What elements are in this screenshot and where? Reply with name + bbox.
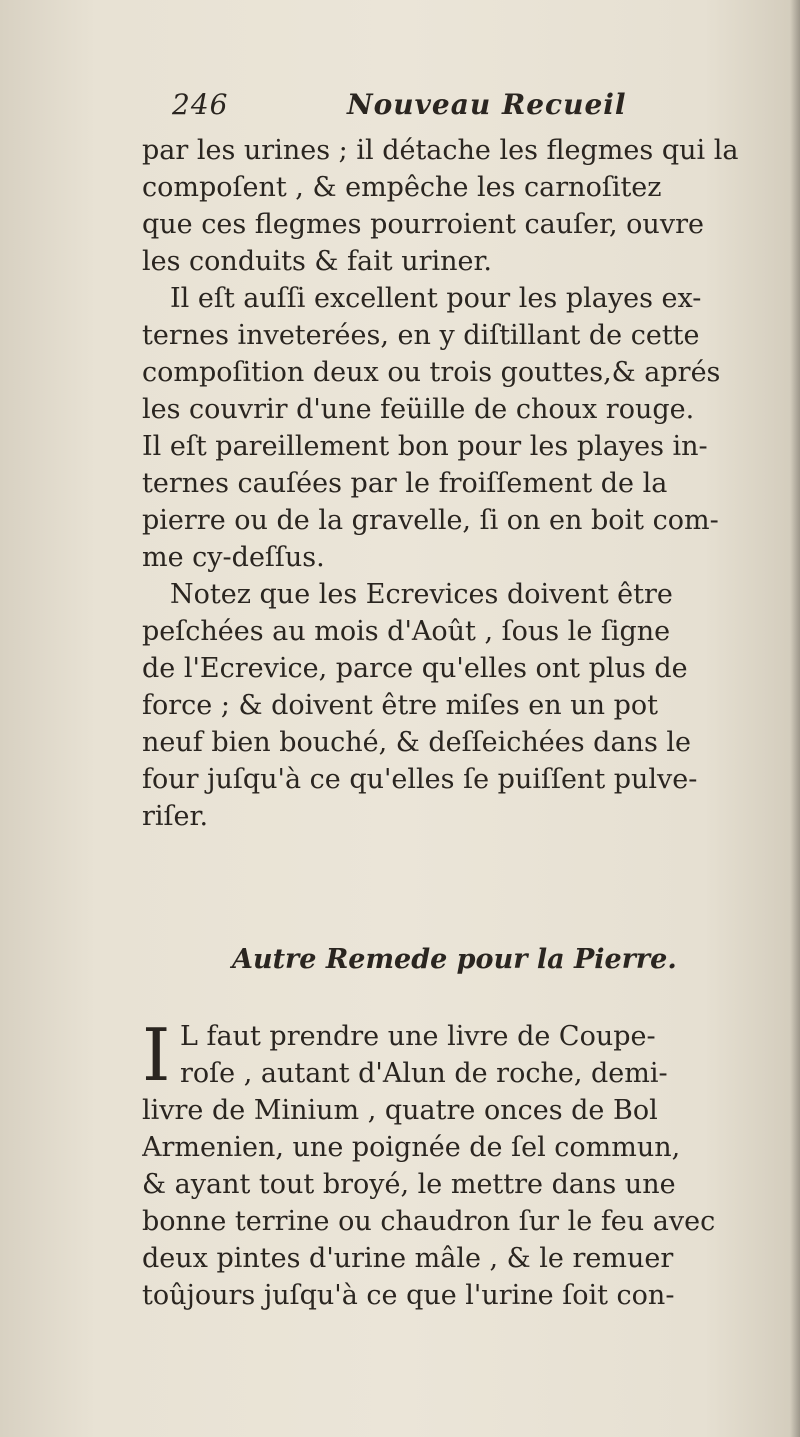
- text-line: de l'Ecrevice, parce qu'elles ont plus de: [142, 653, 688, 684]
- text-line: four juſqu'à ce qu'elles ſe puiſſent pulve-: [142, 764, 698, 795]
- text-line: me cy-deſſus.: [142, 542, 325, 573]
- text-line: peſchées au mois d'Août , ſous le ſigne: [142, 616, 671, 647]
- text-line: ternes inveterées, en y diſtillant de cette: [142, 320, 700, 351]
- text-line: Il eſt auſſi excellent pour les playes ex-: [170, 283, 702, 314]
- text-line: Notez que les Ecrevices doivent être: [170, 579, 673, 610]
- text-line: L faut prendre une livre de Coupe-: [180, 1021, 656, 1052]
- text-line: neuf bien bouché, & deſſeichées dans le: [142, 727, 691, 758]
- page-header: [172, 88, 692, 132]
- text-line: bonne terrine ou chaudron ſur le feu avec: [142, 1206, 716, 1237]
- text-line: Armenien, une poignée de ſel commun,: [142, 1132, 681, 1163]
- text-line: riſer.: [142, 801, 209, 832]
- text-line: compoſition deux ou trois gouttes,& aprés: [142, 357, 721, 388]
- section-text: [142, 1013, 792, 1314]
- text-line: par les urines ; il détache les flegmes qui la: [142, 135, 739, 166]
- text-line: compoſent , & empêche les carnoſitez: [142, 172, 662, 203]
- text-line: livre de Minium , quatre onces de Bol: [142, 1095, 658, 1126]
- text-line: ternes cauſées par le froiſſement de la: [142, 468, 668, 499]
- text-line: pierre ou de la gravelle, ſi on en boit com-: [142, 505, 719, 536]
- text-line: que ces flegmes pourroient cauſer, ouvre: [142, 209, 704, 240]
- section-heading: Autre Remede pour la Pierre.: [232, 944, 677, 975]
- text-line: Il eſt pareillement bon pour les playes in-: [142, 431, 708, 462]
- main-text: [142, 132, 792, 835]
- text-line: deux pintes d'urine mâle , & le remuer: [142, 1243, 674, 1274]
- text-line: les conduits & fait uriner.: [142, 246, 493, 277]
- text-line: toûjours juſqu'à ce que l'urine ſoit con-: [142, 1280, 675, 1311]
- drop-cap: I: [142, 1013, 171, 1097]
- text-line: force ; & doivent être miſes en un pot: [142, 690, 659, 721]
- text-line: roſe , autant d'Alun de roche, demi-: [180, 1058, 668, 1089]
- dropcap-paragraph-start: [142, 1013, 792, 1097]
- running-title: Nouveau Recueil: [347, 88, 627, 121]
- text-line: les couvrir d'une feüille de choux rouge.: [142, 394, 695, 425]
- page-number: 246: [172, 88, 229, 121]
- text-line: & ayant tout broyé, le mettre dans une: [142, 1169, 676, 1200]
